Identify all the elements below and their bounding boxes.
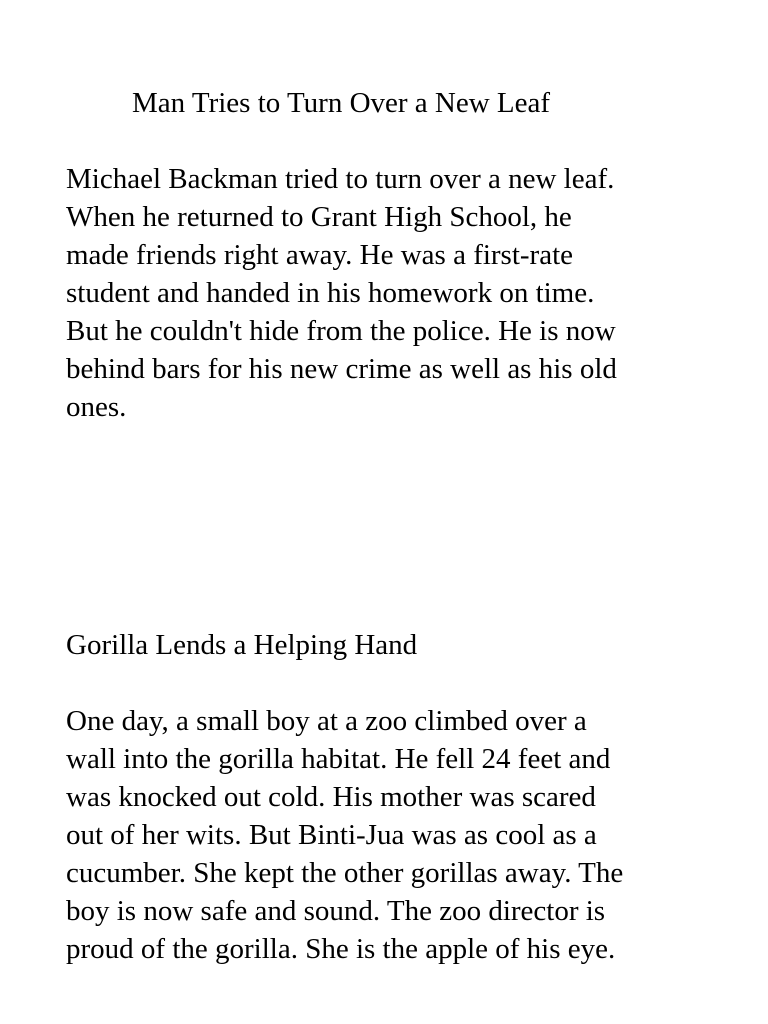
paragraph-line: One day, a small boy at a zoo climbed over a: [66, 705, 587, 737]
paragraph-line: proud of the gorilla. She is the apple of his eye.: [66, 933, 616, 965]
paragraph-line: wall into the gorilla habitat. He fell 24 feet and: [66, 743, 611, 775]
story-title: Man Tries to Turn Over a New Leaf: [132, 87, 551, 119]
paragraph-line: ones.: [66, 391, 127, 423]
paragraph-line: Michael Backman tried to turn over a new leaf.: [66, 163, 615, 195]
story-paragraph: [66, 702, 716, 968]
paragraph-line: cucumber. She kept the other gorillas away. The: [66, 857, 624, 889]
paragraph-line: was knocked out cold. His mother was scared: [66, 781, 596, 813]
paragraph-line: behind bars for his new crime as well as his old: [66, 353, 617, 385]
paragraph-line: But he couldn't hide from the police. He is now: [66, 315, 616, 347]
story-paragraph: [66, 160, 716, 426]
paragraph-line: When he returned to Grant High School, he: [66, 201, 572, 233]
paragraph-line: out of her wits. But Binti-Jua was as cool as a: [66, 819, 597, 851]
paragraph-line: boy is now safe and sound. The zoo director is: [66, 895, 606, 927]
paragraph-line: student and handed in his homework on time.: [66, 277, 595, 309]
paragraph-line: made friends right away. He was a first-rate: [66, 239, 574, 271]
story-title: Gorilla Lends a Helping Hand: [66, 629, 418, 661]
